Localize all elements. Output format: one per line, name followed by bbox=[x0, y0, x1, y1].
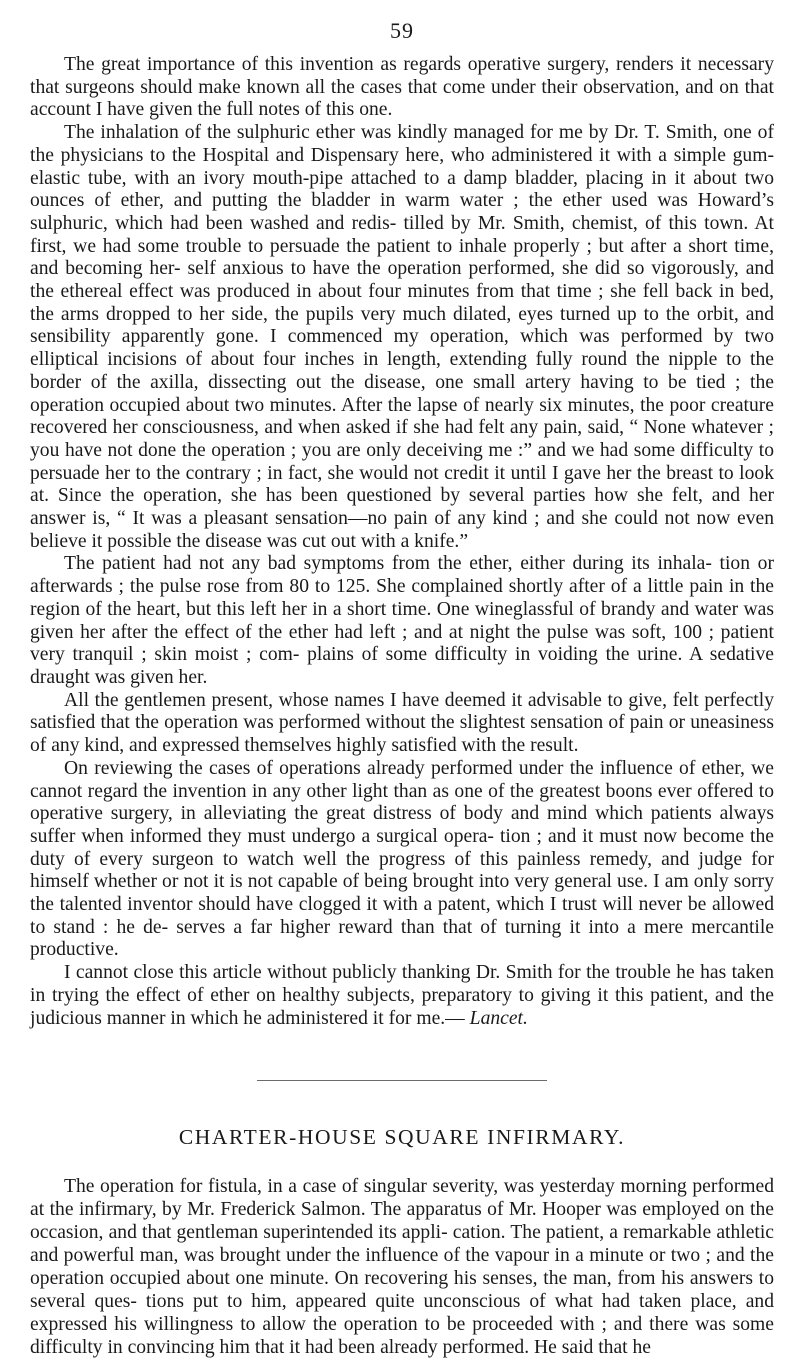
page-number: 59 bbox=[390, 18, 414, 43]
article-ether-operation bbox=[30, 54, 774, 1030]
article-charterhouse bbox=[30, 1125, 774, 1359]
paragraph-fistula-operation: The operation for fistula, in a case of singular severity, was yesterday morning performed at the infirmary, by Mr. Frederick Salmon. The apparatus of Mr. Hooper was employed on the occasion, and that gentleman superintended its appli- cation. The patient, a remarkable athletic and powerful man, was brought under the influence of the vapour in a minute or two ; and the operation occupied about one minute. On recovering his senses, the man, from his answers to several ques- tions put to him, appeared quite unconscious of what had taken place, and expressed his willingness to allow the operation to be proceeded with ; and there was some difficulty in convincing him that it had been already performed. He said that he bbox=[30, 1176, 774, 1358]
paragraph-importance: The great importance of this invention as regards operative surgery, renders it necessary that surgeons should make known all the cases that come under their observation, and on that account I have given the full notes of this one. bbox=[30, 54, 774, 121]
source-citation: Lancet. bbox=[469, 1007, 528, 1029]
paragraph-closing bbox=[30, 962, 774, 1030]
paragraph-inhalation: The inhalation of the sulphuric ether was kindly managed for me by Dr. T. Smith, one of the physicians to the Hospital and Dispensary here, who administered it with a simple gum-elastic tube, with an ivory mouth-pipe attached to a damp bladder, placing in it about two ounces of ether, and putting the bladder in warm water ; the ether used was Howard’s sulphuric, which had been washed and redis- tilled by Mr. Smith, chemist, of this town. At first, we had some trouble to persuade the patient to inhale properly ; but after a short time, and becoming her- self anxious to have the operation performed, she did so vigorously, and the ethereal effect was produced in about four minutes from that time ; she fell back in bed, the arms dropped to her side, the pupils very much dilated, eyes turned up to the orbit, and sensibility apparently gone. I commenced my operation, which was performed by two elliptical incisions of about four inches in length, extending fully round the nipple to the border of the axilla, dissecting out the disease, one small artery having to be tied ; the operation occupied about two minutes. After the lapse of nearly six minutes, the poor creature recovered her consciousness, and when asked if she had felt any pain, said, “ None whatever ; you have not done the operation ; you are only deceiving me :” and we had some difficulty to persuade her to the contrary ; in fact, she would not credit it until I gave her the breast to look at. Since the operation, she has been questioned by several parties how she felt, and her answer is, “ It was a pleasant sensation—no pain of any kind ; and she could not now even believe it possible the disease was cut out with a knife.” bbox=[30, 122, 774, 552]
closing-text: I cannot close this article without publicly thanking Dr. Smith for the trouble he has taken in trying the effect of ether on healthy subjects, preparatory to giving it this patient, and the judicious manner in which he administered it for me.— bbox=[30, 962, 774, 1029]
section-divider bbox=[257, 1080, 547, 1081]
paragraph-reviewing-cases: On reviewing the cases of operations already performed under the influence of ether, we cannot regard the invention in any other light than as one of the greatest boons ever offered to operative surgery, in alleviating the great distress of body and mind which patients always suffer when informed they must undergo a surgical opera- tion ; and it must now become the duty of every surgeon to watch well the progress of this painless remedy, and judge for himself whether or not it is not capable of being brought into very general use. I am only sorry the talented inventor should have clogged it with a patent, which I trust will never be allowed to stand : he de- serves a far higher reward than that of turning it into a mere mercantile productive. bbox=[30, 757, 774, 961]
section-heading: CHARTER-HOUSE SQUARE INFIRMARY. bbox=[178, 1125, 626, 1150]
paragraph-gentlemen-present: All the gentlemen present, whose names I have deemed it advisable to give, felt perfectly satisfied that the operation was performed without the slightest sensation of pain or uneasiness of any kind, and expressed themselves highly satisfied with the result. bbox=[30, 689, 774, 757]
paragraph-symptoms: The patient had not any bad symptoms from the ether, either during its inhala- tion or afterwards ; the pulse rose from 80 to 125. She complained shortly after of a little pain in the region of the heart, but this left her in a short time. One wineglassful of brandy and water was given her after the effect of the ether had left ; and at night the pulse was soft, 100 ; patient very tranquil ; skin moist ; com- plains of some difficulty in voiding the urine. A sedative draught was given her. bbox=[30, 553, 774, 688]
